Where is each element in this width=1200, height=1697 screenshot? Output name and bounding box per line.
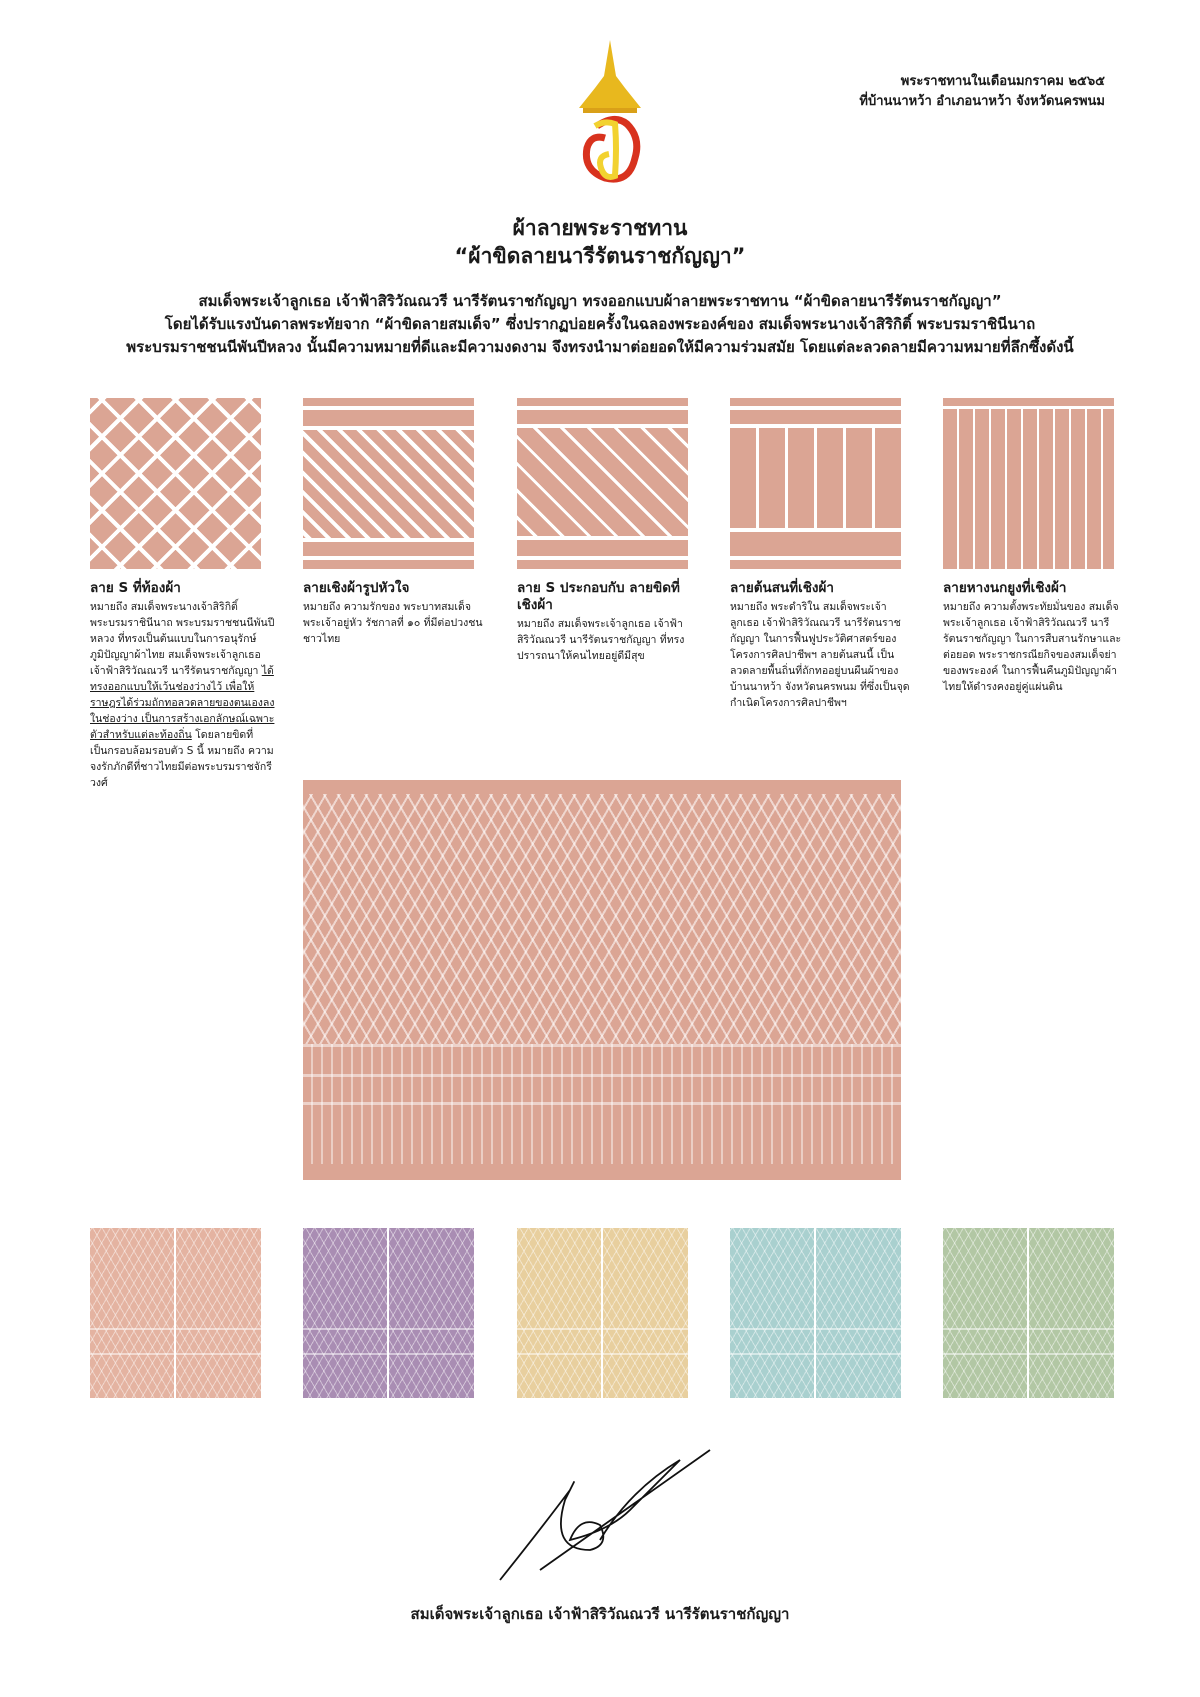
caption-text-underlined: ได้ทรงออกแบบให้เว้นช่องว่างไว้ เพื่อให้ราษฎรได้ร่วมถักทอลวดลายของตนเองลงในช่องว่าง เป็นการสร้างเอกลักษณ์เฉพาะตัวสำหรับแต่ละท้องถิ่น (90, 665, 275, 741)
intro-paragraph (60, 290, 1140, 359)
issue-date-place (859, 72, 1105, 112)
color-swatch (730, 1228, 901, 1398)
signer-name: สมเด็จพระเจ้าลูกเธอ เจ้าฟ้าสิริวัณณวรี นารีรัตนราชกัญญา (410, 1605, 790, 1623)
caption-title: ลายต้นสนที่เชิงผ้า (730, 580, 834, 596)
caption-title: ลาย S ที่ท้องผ้า (90, 580, 181, 596)
intro-line: สมเด็จพระเจ้าลูกเธอ เจ้าฟ้าสิริวัณณวรี นารีรัตนราชกัญญา ทรงออกแบบผ้าลายพระราชทาน “ผ้าขิดลายนารีรัตนราชกัญญา” (198, 292, 1002, 310)
issue-place: ที่บ้านนาหว้า อำเภอนาหว้า จังหวัดนครพนม (859, 94, 1105, 109)
caption-s-khit-border (517, 580, 687, 664)
pattern-image-pine-border (730, 398, 901, 569)
caption-text: โดยลายขิดที่เป็นกรอบล้อมรอบตัว S นี้ หมายถึง ความจงรักภักดีที่ชาวไทยมีต่อพระบรมราชจักรีวงศ์ (90, 729, 274, 789)
full-cloth-image (303, 780, 901, 1180)
caption-title: ลายหางนกยูงที่เชิงผ้า (943, 580, 1067, 596)
color-swatch (517, 1228, 688, 1398)
pattern-image-s-body (90, 398, 261, 569)
caption-heart-border (303, 580, 488, 647)
caption-text: หมายถึง ความรักของ พระบาทสมเด็จพระเจ้าอยู่หัว รัชกาลที่ ๑๐ ที่มีต่อปวงชนชาวไทย (303, 601, 483, 645)
pattern-image-heart-border (303, 398, 474, 569)
pattern-image-peacock-tail-border (943, 398, 1114, 569)
caption-text: หมายถึง ความตั้งพระทัยมั่นของ สมเด็จพระเจ้าลูกเธอ เจ้าฟ้าสิริวัณณวรี นารีรัตนราชกัญญา ในการสืบสานรักษาและต่อยอด พระราชกรณียกิจของสมเด็จย่าของพระองค์ ในการฟื้นคืนภูมิปัญญาผ้าไทยให้ดำรงคงอยู่คู่แผ่นดิน (943, 601, 1122, 693)
intro-line: โดยได้รับแรงบันดาลพระทัยจาก “ผ้าขิดลายสมเด็จ” ซึ่งปรากฏบ่อยครั้งในฉลองพระองค์ของ สมเด็จพระนางเจ้าสิริกิติ์ พระบรมราชินีนาถ (164, 315, 1036, 333)
caption-s-body (90, 580, 275, 791)
pattern-image-s-khit-border (517, 398, 688, 569)
intro-line: พระบรมราชชนนีพันปีหลวง นั้นมีความหมายที่ดีและมีความงดงาม จึงทรงนำมาต่อยอดให้มีความร่วมสมัย โดยแต่ละลวดลายมีความหมายที่ลึกซึ้งดังนี้ (126, 338, 1074, 356)
caption-pine-border (730, 580, 915, 711)
color-swatch (943, 1228, 1114, 1398)
color-swatch (303, 1228, 474, 1398)
caption-title: ลาย S ประกอบกับ ลายขิดที่เชิงผ้า (517, 580, 680, 613)
caption-text: หมายถึง สมเด็จพระนางเจ้าสิริกิติ์ พระบรมราชินีนาถ พระบรมราชชนนีพันปีหลวง ที่ทรงเป็นต้นแบบในการอนุรักษ์ภูมิปัญญาผ้าไทย สมเด็จพระเจ้าลูกเธอ เจ้าฟ้าสิริวัณณวรี นารีรัตนราชกัญญา (90, 601, 275, 677)
issue-date: พระราชทานในเดือนมกราคม ๒๕๖๕ (900, 74, 1105, 89)
signature (480, 1430, 720, 1590)
title-line-1: ผ้าลายพระราชทาน (512, 216, 688, 240)
caption-peacock-border (943, 580, 1128, 695)
caption-text: หมายถึง พระดำริใน สมเด็จพระเจ้าลูกเธอ เจ้าฟ้าสิริวัณณวรี นารีรัตนราชกัญญา ในการฟื้นฟูประวัติศาสตร์ของโครงการศิลปาชีพฯ ลายต้นสนนี้ เป็นลวดลายพื้นถิ่นที่ถักทออยู่บนผืนผ้าของบ้านนาหว้า จังหวัดนครพนม ที่ซึ่งเป็นจุดกำเนิดโครงการศิลปาชีพฯ (730, 601, 910, 709)
caption-title: ลายเชิงผ้ารูปหัวใจ (303, 580, 410, 596)
royal-cypher-logo (575, 38, 645, 188)
caption-text: หมายถึง สมเด็จพระเจ้าลูกเธอ เจ้าฟ้าสิริวัณณวรี นารีรัตนราชกัญญา ที่ทรงปรารถนาให้คนไทยอยู่ดีมีสุข (517, 618, 685, 662)
title-line-2: “ผ้าขิดลายนารีรัตนราชกัญญา” (454, 244, 746, 268)
color-swatch (90, 1228, 261, 1398)
document-title (0, 214, 1200, 270)
